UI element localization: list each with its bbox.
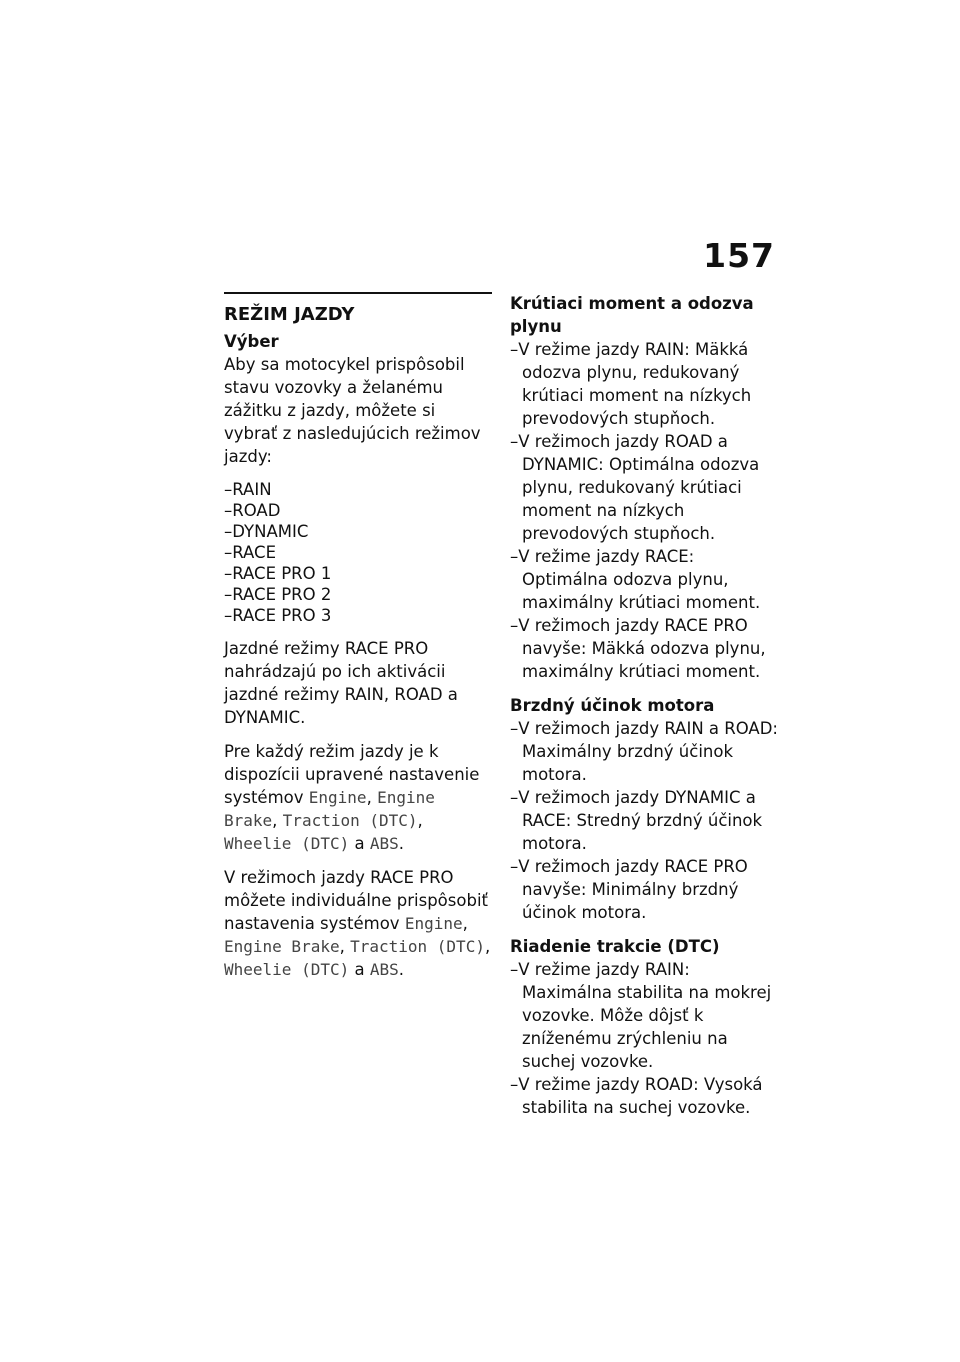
right-column	[510, 292, 785, 1130]
bullet-list	[510, 717, 785, 924]
section-heading: Brzdný účinok motora	[510, 696, 715, 715]
mode-item: – DYNAMIC	[224, 521, 492, 542]
customize-paragraph: V režimoch jazdy RACE PRO môžete individuálne prispôsobiť nastavenia systémov Engine, Engine Brake, Traction (DTC), Wheelie (DTC) a ABS.	[224, 868, 491, 979]
list-item: – V režimoch jazdy RACE PRO navyše: Mäkká odozva plynu, maximálny krútiaci moment.	[510, 614, 785, 683]
engine-term: Engine	[404, 914, 463, 933]
traction-term: Traction (DTC)	[350, 937, 485, 956]
wheelie-term: Wheelie (DTC)	[224, 960, 350, 979]
text: Pre každý režim jazdy je k dispozícii upravené nastavenie systémov	[224, 742, 480, 807]
bullet-list	[510, 958, 785, 1119]
intro-paragraph: Aby sa motocykel prispôsobil stavu vozovky a želanému zážitku z jazdy, môžete si vybrať z nasledujúcich režimov jazdy:	[224, 355, 481, 466]
left-column	[224, 292, 492, 992]
mode-item: – RACE PRO 3	[224, 605, 492, 626]
abs-term: ABS	[369, 960, 399, 979]
list-item: – V režimoch jazdy RAIN a ROAD: Maximálny brzdný účinok motora.	[510, 717, 785, 786]
bullet-list	[510, 338, 785, 683]
section-rule	[224, 292, 492, 294]
section-title: REŽIM JAZDY	[224, 304, 355, 325]
traction-term: Traction (DTC)	[282, 811, 418, 830]
wheelie-term: Wheelie (DTC)	[224, 834, 350, 853]
list-item: – V režime jazdy RAIN: Maximálna stabilita na mokrej vozovke. Môže dôjsť k zníženému zrýchleniu na suchej vozovke.	[510, 958, 785, 1073]
list-item: – V režimoch jazdy ROAD a DYNAMIC: Optimálna odozva plynu, redukovaný krútiaci moment na nízkych prevodových stupňoch.	[510, 430, 785, 545]
mode-list	[224, 479, 492, 626]
abs-term: ABS	[369, 834, 399, 853]
mode-item: – RAIN	[224, 479, 492, 500]
systems-paragraph: Pre každý režim jazdy je k dispozícii upravené nastavenie systémov Engine, Engine Brake, Traction (DTC), Wheelie (DTC) a ABS.	[224, 742, 480, 853]
list-item: – V režime jazdy RACE: Optimálna odozva plynu, maximálny krútiaci moment.	[510, 545, 785, 614]
subsection-title: Výber	[224, 332, 279, 351]
traction-section	[510, 935, 785, 1119]
mode-item: – ROAD	[224, 500, 492, 521]
section-heading: Riadenie trakcie (DTC)	[510, 937, 720, 956]
engine-brake-term: Engine Brake	[224, 788, 435, 830]
mode-item: – RACE PRO 2	[224, 584, 492, 605]
engine-brake-section	[510, 694, 785, 924]
text: a	[354, 834, 365, 853]
list-item: – V režime jazdy ROAD: Vysoká stabilita na suchej vozovke.	[510, 1073, 785, 1119]
page-number: 157	[703, 236, 775, 275]
text: a	[354, 960, 365, 979]
engine-term: Engine	[308, 788, 367, 807]
list-item: – V režime jazdy RAIN: Mäkká odozva plynu, redukovaný krútiaci moment na nízkych prevodových stupňoch.	[510, 338, 785, 430]
torque-section	[510, 292, 785, 683]
engine-brake-term: Engine Brake	[224, 937, 340, 956]
text: V režimoch jazdy RACE PRO môžete individuálne prispôsobiť nastavenia systémov	[224, 868, 488, 933]
section-heading: Krútiaci moment a odozva plynu	[510, 294, 754, 336]
race-pro-paragraph: Jazdné režimy RACE PRO nahrádzajú po ich aktivácii jazdné režimy RAIN, ROAD a DYNAMIC.	[224, 639, 458, 727]
list-item: – V režimoch jazdy DYNAMIC a RACE: Stredný brzdný účinok motora.	[510, 786, 785, 855]
list-item: – V režimoch jazdy RACE PRO navyše: Minimálny brzdný účinok motora.	[510, 855, 785, 924]
mode-item: – RACE	[224, 542, 492, 563]
mode-item: – RACE PRO 1	[224, 563, 492, 584]
